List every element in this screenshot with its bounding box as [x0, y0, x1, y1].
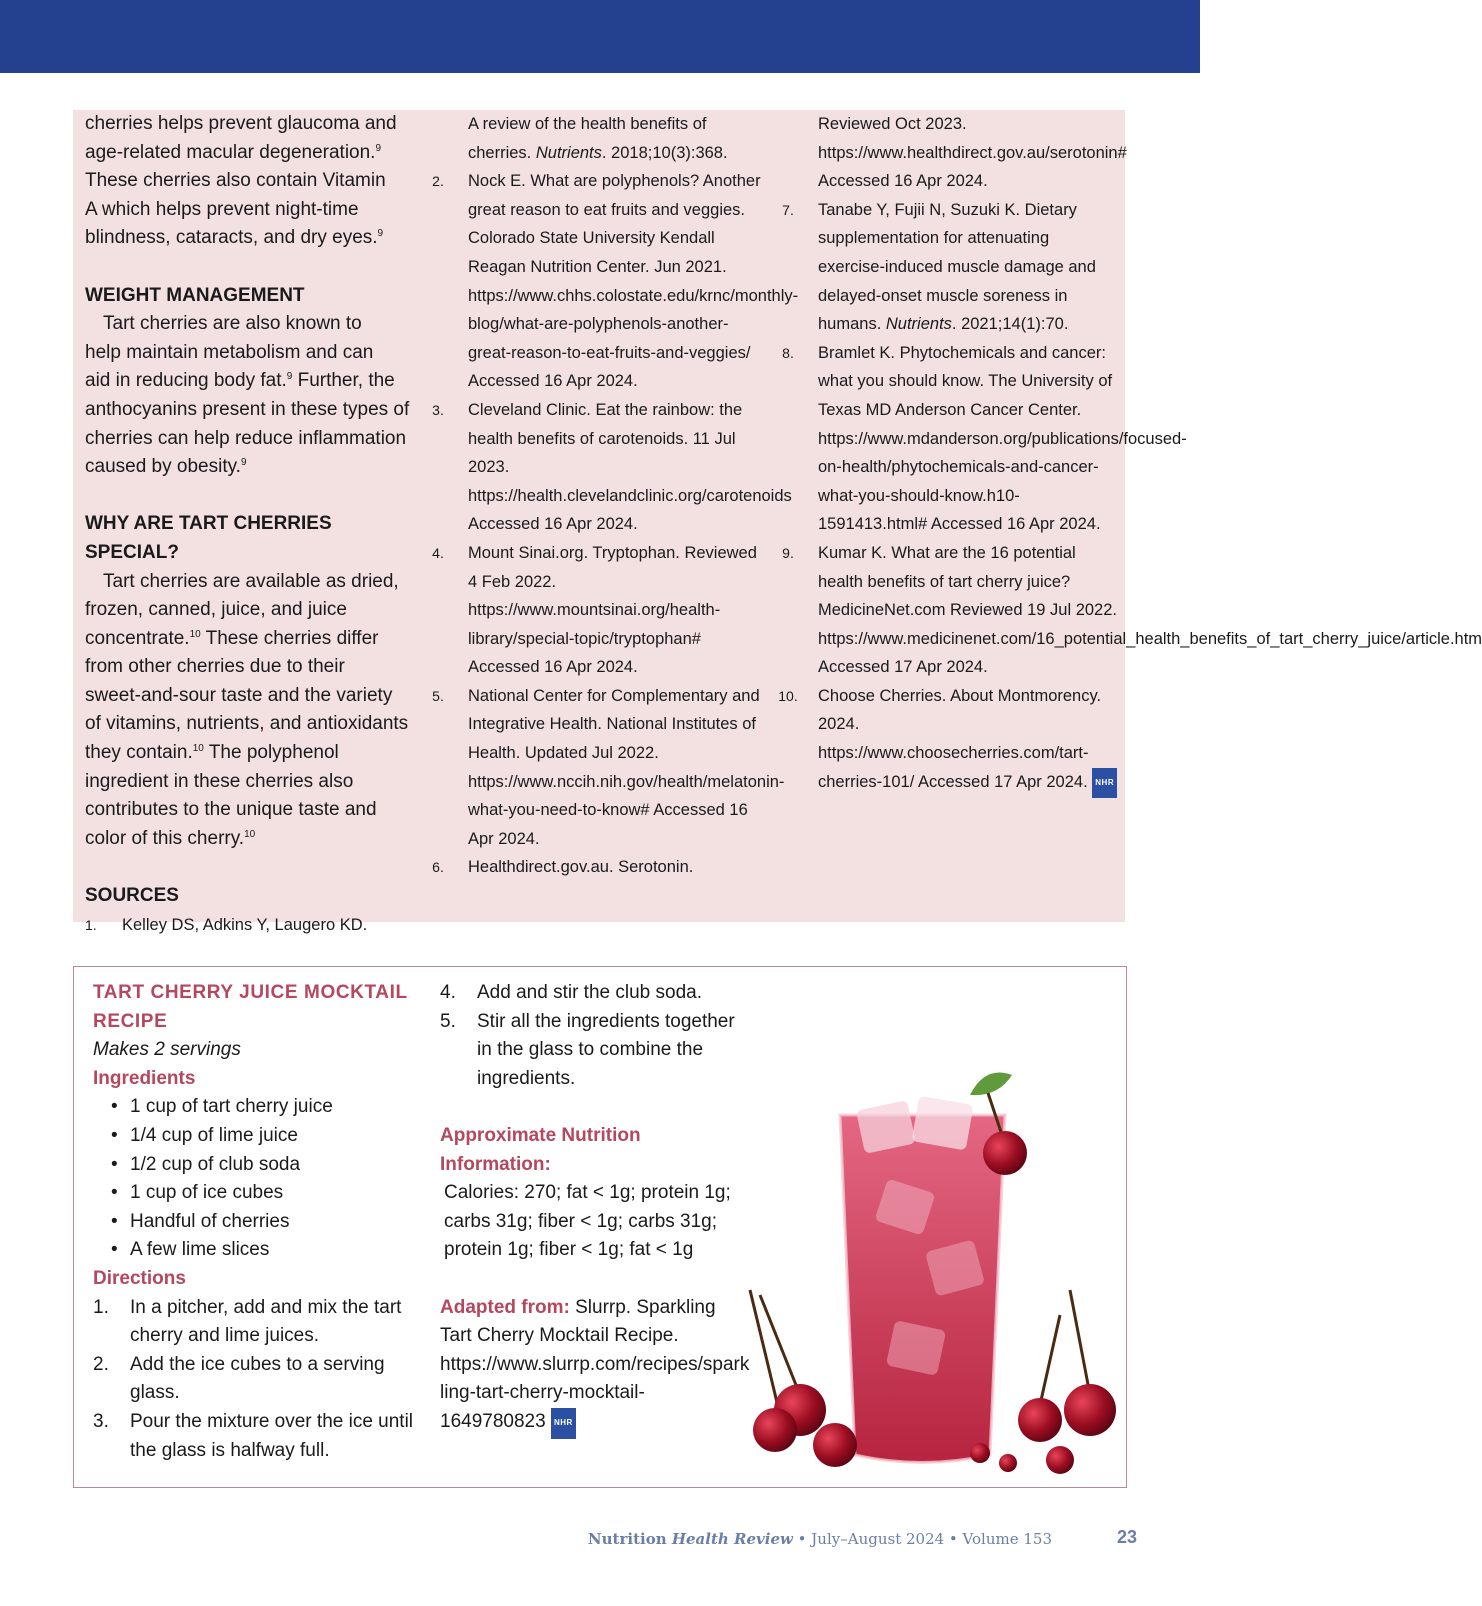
nhr-logo-icon: NHR [1092, 768, 1117, 799]
reference-item: A review of the health benefits of cherries. Nutrients. 2018;10(3):368. [468, 115, 728, 162]
direction-step: 5. Stir all the ingredients together in the glass to combine the ingredients. [440, 1010, 735, 1089]
publication-credit: Nutrition Health Review • July–August 2024 • Volume 153 [587, 1530, 1052, 1548]
eye-health-paragraph: cherries helps prevent glaucoma and age-related macular degeneration.$^9$ These cherries also contain Vitamin A which helps prevent night-time blindness, cataracts, and dry eyes.$^9$ [85, 113, 397, 249]
reference-item: 3. Cleveland Clinic. Eat the rainbow: the health benefits of carotenoids. 11 Jul 2023. https://health.clevelandclinic.org/carotenoids Accessed 16 Apr 2024. [432, 400, 792, 534]
reference-item: 10. Choose Cherries. About Montmorency. 2024. https://www.choosecherries.com/tart-cherries-101/ Accessed 17 Apr 2024. NHR [773, 682, 1118, 798]
direction-step: 4. Add and stir the club soda. [440, 982, 702, 1003]
ingredient-item: • 1 cup of ice cubes [93, 1179, 423, 1208]
nutrition-info: Calories: 270; fat < 1g; protein 1g; carbs 31g; fiber < 1g; carbs 31g; protein 1g; fiber < 1g; fat < 1g [444, 1182, 731, 1261]
article-panel [73, 110, 1482, 934]
ingredients-heading: Ingredients [93, 1067, 196, 1089]
directions-list-continued [440, 979, 750, 1093]
ingredient-item: • 1/2 cup of club soda [93, 1151, 423, 1180]
reference-item: 5. National Center for Complementary and Integrative Health. National Institutes of Health. Updated Jul 2022. https://www.nccih.nih.gov/health/melatonin-what-you-need-to-know# Accessed 16 Apr 2024. [432, 686, 785, 848]
adapted-from: Adapted from: Slurrp. Sparkling Tart Cherry Mocktail Recipe. https://www.slurrp.com/recipes/sparkling-tart-cherry-mocktail-1649780823 NHR [440, 1294, 750, 1439]
article-column-2 [423, 110, 799, 882]
recipe-servings: Makes 2 servings [93, 1039, 241, 1061]
reference-item: 7. Tanabe Y, Fujii N, Suzuki K. Dietary supplementation for attenuating exercise-induced muscle damage and delayed-onset muscle soreness in humans. Nutrients. 2021;14(1):70. [782, 200, 1096, 334]
article-column-1 [85, 110, 415, 939]
reference-item: 2. Nock E. What are polyphenols? Another great reason to eat fruits and veggies. Colorado State University Kendall Reagan Nutrition Center. Jun 2021. https://www.chhs.colostate.edu/krnc/monthly-blog/what-are-polyphenols-another-great-reason-to-eat-fruits-and-veggies/ Accessed 16 Apr 2024. [432, 172, 799, 391]
article-column-3 [773, 110, 1482, 798]
reference-item: 8. Bramlet K. Phytochemicals and cancer: what you should know. The University of Texas MD Anderson Cancer Center. https://www.mdanderson.org/publications/focused-on-health/phytochemicals-and-cancer-what-you-should-know.h10-1591413.html# Accessed 16 Apr 2024. [782, 343, 1187, 534]
directions-heading: Directions [93, 1267, 186, 1289]
why-special-paragraph: Tart cherries are available as dried, frozen, canned, juice, and juice concentrate.$^{10}$ These cherries differ from other cherries due to their sweet-and-sour taste and the variety of vitamins, nutrients, and antioxidants they contain.$^{10}$ The polyphenol ingredient in these cherries also contributes to the unique taste and color of this cherry.$^{10}$ [85, 570, 409, 849]
recipe-column-2 [440, 979, 750, 1439]
ingredient-item: • 1 cup of tart cherry juice [93, 1093, 423, 1122]
why-special-heading: WHY ARE TART CHERRIES SPECIAL? [85, 513, 332, 563]
direction-step: 3. Pour the mixture over the ice until the glass is halfway full. [93, 1410, 414, 1461]
ingredients-list [93, 1093, 423, 1265]
ingredient-item: • 1/4 cup of lime juice [93, 1122, 423, 1151]
nhr-logo-icon: NHR [551, 1408, 576, 1439]
page-number: 23 [1116, 1527, 1137, 1547]
reference-item: 9. Kumar K. What are the 16 potential health benefits of tart cherry juice? MedicineNet.com Reviewed 19 Jul 2022. https://www.medicinenet.com/16_potential_health_benefits_of_tart_cherry_juice/article.htm Accessed 17 Apr 2024. [782, 543, 1482, 677]
reference-item: 6. Healthdirect.gov.au. Serotonin. [432, 858, 694, 877]
weight-management-paragraph: Tart cherries are also known to help maintain metabolism and can aid in reducing body fat.$^9$ Further, the anthocyanins present in these types of cherries can help reduce inflammation caused by obesity.$^9$ [85, 313, 410, 478]
reference-item: Reviewed Oct 2023. https://www.healthdirect.gov.au/serotonin# Accessed 16 Apr 2024. [818, 115, 1127, 191]
recipe-column-1 [93, 979, 423, 1465]
recipe-title: TART CHERRY JUICE MOCKTAIL RECIPE [93, 982, 408, 1032]
direction-step: 2. Add the ice cubes to a serving glass. [93, 1353, 385, 1404]
directions-list [93, 1294, 423, 1466]
ingredient-item: • A few lime slices [93, 1236, 423, 1265]
glass-juice [840, 1115, 1005, 1463]
reference-item: 4. Mount Sinai.org. Tryptophan. Reviewed 4 Feb 2022. https://www.mountsinai.org/health-library/special-topic/tryptophan# Accessed 16 Apr 2024. [432, 543, 757, 677]
reference-item: 1. Kelley DS, Adkins Y, Laugero KD. [85, 915, 368, 934]
page-footer [0, 1527, 1200, 1554]
direction-step: 1. In a pitcher, add and mix the tart cherry and lime juices. [93, 1296, 402, 1347]
sources-heading: SOURCES [85, 885, 179, 907]
header-band [0, 0, 1200, 73]
weight-management-heading: WEIGHT MANAGEMENT [85, 284, 305, 306]
ingredient-item: • Handful of cherries [93, 1208, 423, 1237]
nutrition-heading: Approximate Nutrition Information: [440, 1124, 641, 1175]
cherry-mocktail-glass-illustration [740, 1075, 1140, 1485]
